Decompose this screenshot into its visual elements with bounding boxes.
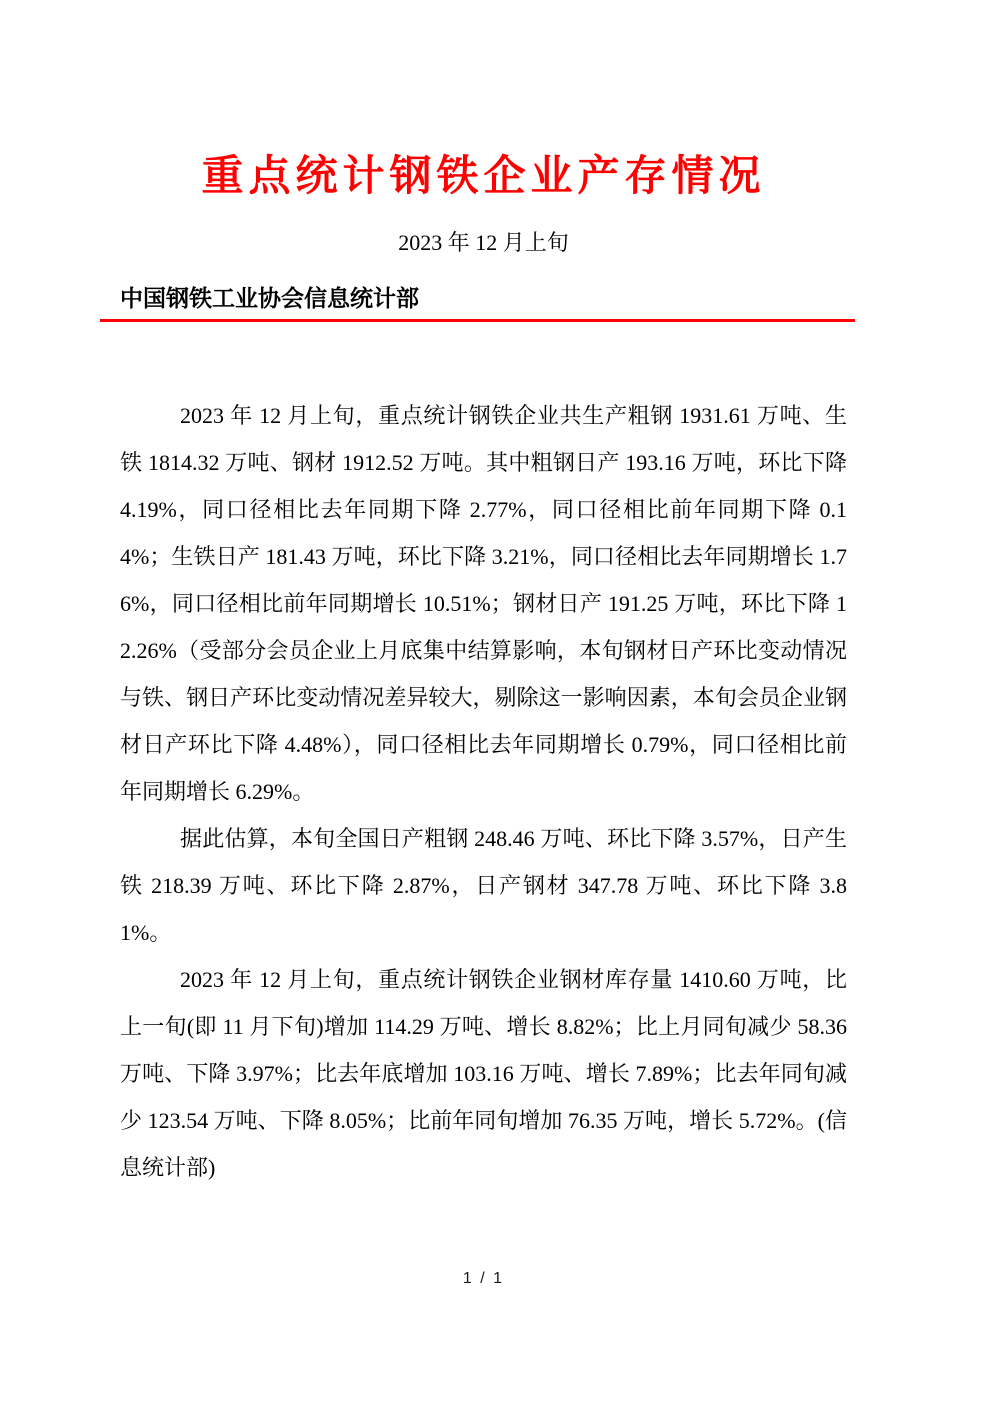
department-header-row: [100, 286, 855, 322]
document-title: 重点统计钢铁企业产存情况: [201, 152, 766, 199]
document-body: [120, 392, 847, 1191]
department-name: 中国钢铁工业协会信息统计部: [120, 285, 419, 311]
page-number: 1 / 1: [462, 1270, 505, 1287]
paragraph-inventory-stats: 2023 年 12 月上旬，重点统计钢铁企业钢材库存量 1410.60 万吨，比上一旬(即 11 月下旬)增加 114.29 万吨、增长 8.82%；比上月同旬减少 58.36 万吨、下降 3.97%；比去年底增加 103.16 万吨、增长 7.89%；比去年同旬减少 123.54 万吨、下降 8.05%；比前年同旬增加 76.35 万吨，增长 5.72%。(信息统计部): [120, 967, 847, 1181]
paragraph-production-stats: 2023 年 12 月上旬，重点统计钢铁企业共生产粗钢 1931.61 万吨、生铁 1814.32 万吨、钢材 1912.52 万吨。其中粗钢日产 193.16 万吨，环比下降 4.19%，同口径相比去年同期下降 2.77%，同口径相比前年同期下降 0.14%；生铁日产 181.43 万吨，环比下降 3.21%，同口径相比去年同期增长 1.76%，同口径相比前年同期增长 10.51%；钢材日产 191.25 万吨，环比下降 12.26%（受部分会员企业上月底集中结算影响，本旬钢材日产环比变动情况与铁、钢日产环比变动情况差异较大，剔除这一影响因素，本旬会员企业钢材日产环比下降 4.48%），同口径相比去年同期增长 0.79%，同口径相比前年同期增长 6.29%。: [120, 403, 847, 805]
paragraph-national-estimate: 据此估算，本旬全国日产粗钢 248.46 万吨、环比下降 3.57%，日产生铁 218.39 万吨、环比下降 2.87%，日产钢材 347.78 万吨、环比下降 3.81%。: [120, 826, 847, 946]
document-subtitle-date: 2023 年 12 月上旬: [398, 230, 569, 256]
